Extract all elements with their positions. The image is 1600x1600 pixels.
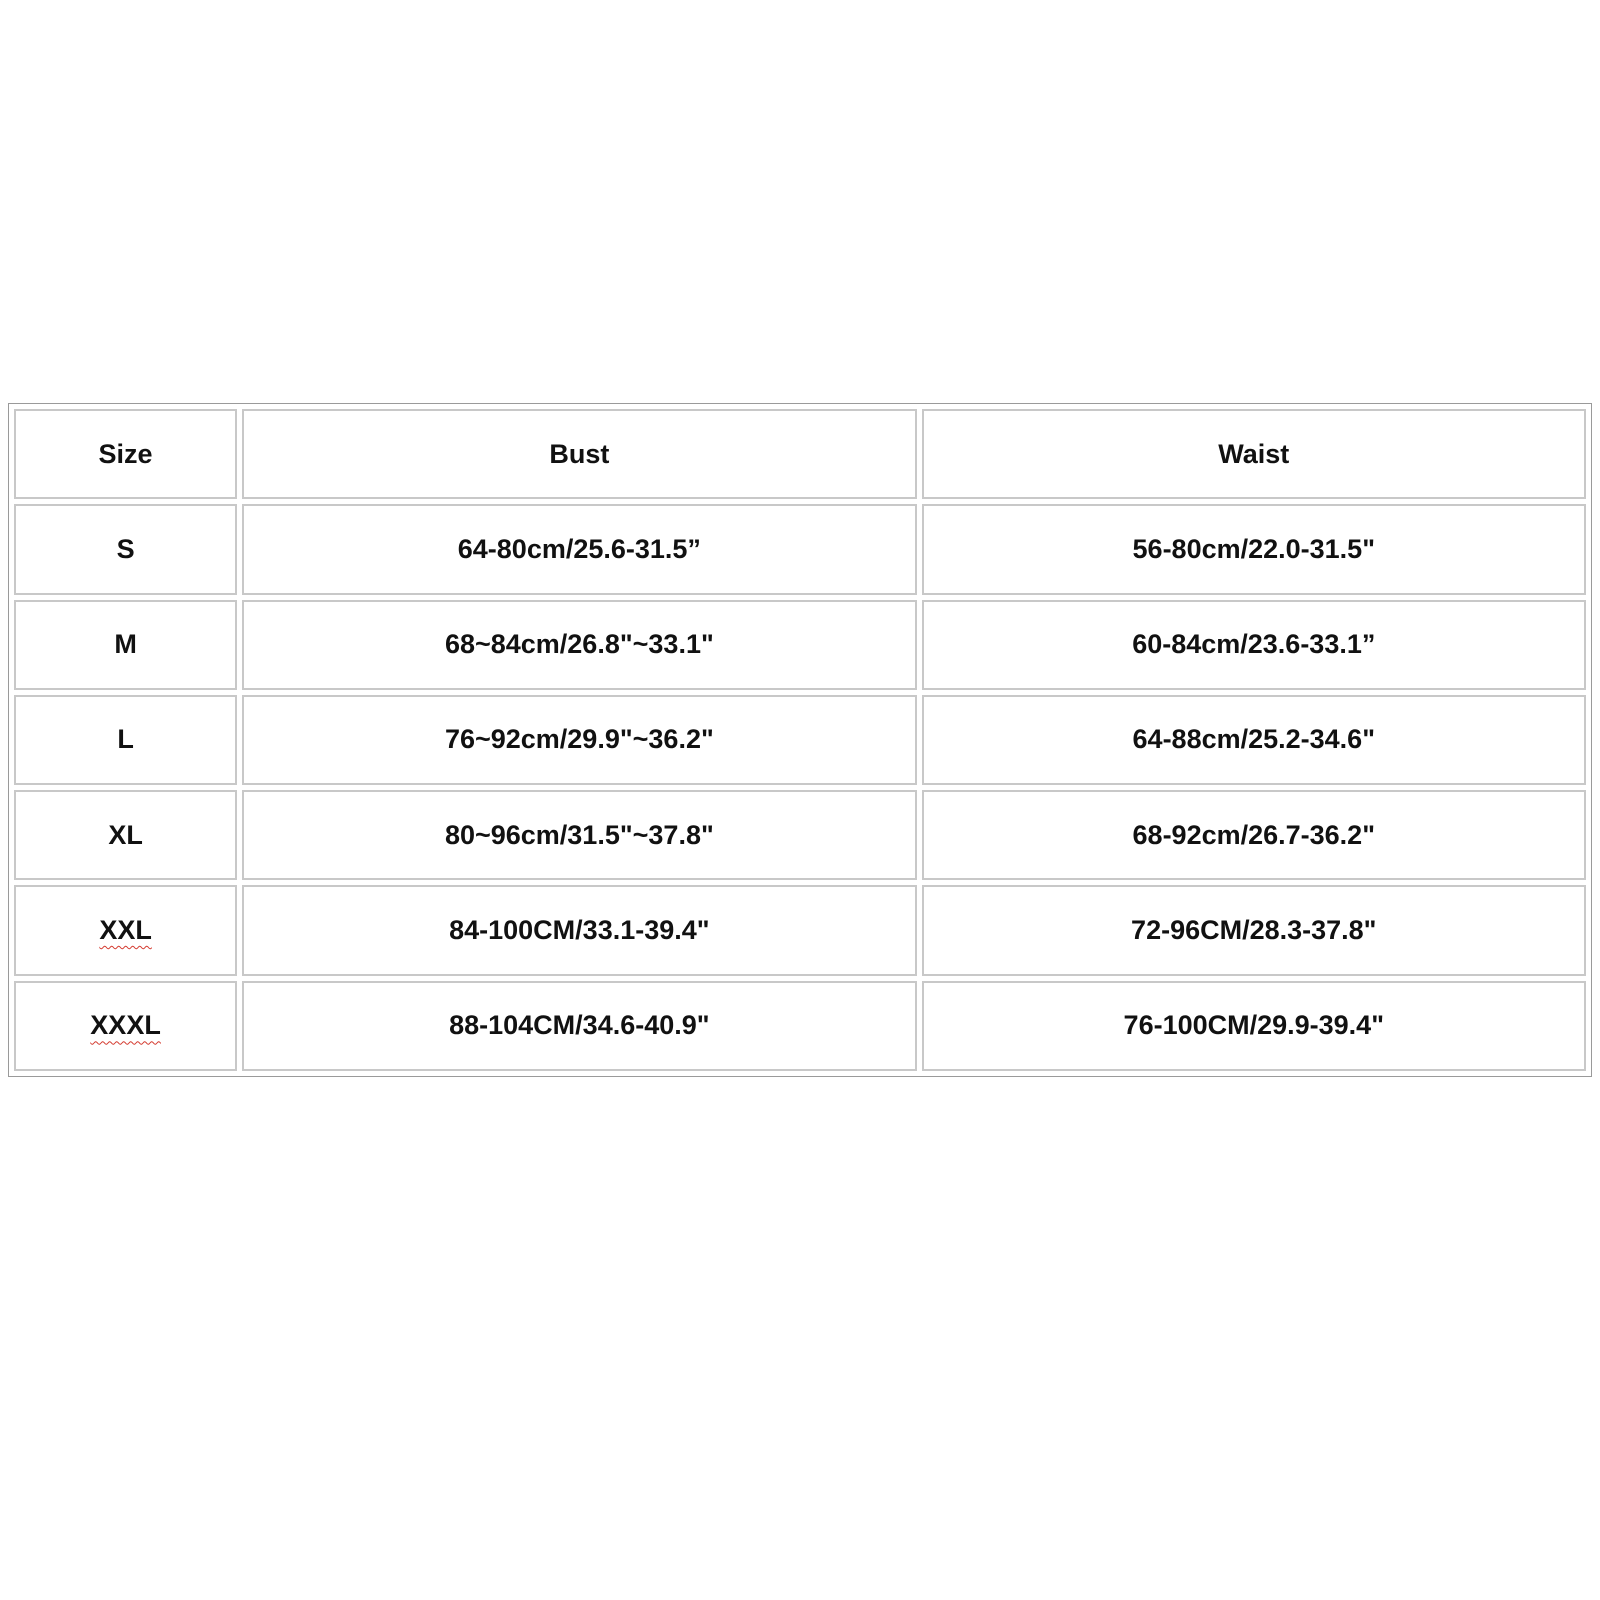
table-row [14, 695, 1586, 785]
size-cell: M [14, 600, 237, 690]
bust-cell: 76~92cm/29.9"~36.2" [242, 695, 916, 785]
header-size: Size [14, 409, 237, 499]
header-row [14, 409, 1586, 499]
size-cell [14, 981, 237, 1071]
header-bust: Bust [242, 409, 916, 499]
waist-cell: 56-80cm/22.0-31.5" [922, 504, 1586, 594]
size-cell [14, 885, 237, 975]
table-row [14, 981, 1586, 1071]
size-cell: XL [14, 790, 237, 880]
table-row [14, 600, 1586, 690]
bust-cell: 64-80cm/25.6-31.5” [242, 504, 916, 594]
bust-cell: 68~84cm/26.8"~33.1" [242, 600, 916, 690]
bust-cell: 80~96cm/31.5"~37.8" [242, 790, 916, 880]
bust-cell: 88-104CM/34.6-40.9" [242, 981, 916, 1071]
size-chart-table [8, 403, 1592, 1077]
waist-cell: 68-92cm/26.7-36.2" [922, 790, 1586, 880]
bust-cell: 84-100CM/33.1-39.4" [242, 885, 916, 975]
size-cell: L [14, 695, 237, 785]
table-row [14, 885, 1586, 975]
waist-cell: 76-100CM/29.9-39.4" [922, 981, 1586, 1071]
size-cell: S [14, 504, 237, 594]
table-row [14, 504, 1586, 594]
table-row [14, 790, 1586, 880]
waist-cell: 72-96CM/28.3-37.8" [922, 885, 1586, 975]
size-label-spellcheck: XXXL [90, 1010, 161, 1041]
waist-cell: 60-84cm/23.6-33.1” [922, 600, 1586, 690]
size-label-spellcheck: XXL [99, 915, 152, 946]
waist-cell: 64-88cm/25.2-34.6" [922, 695, 1586, 785]
header-waist: Waist [922, 409, 1586, 499]
